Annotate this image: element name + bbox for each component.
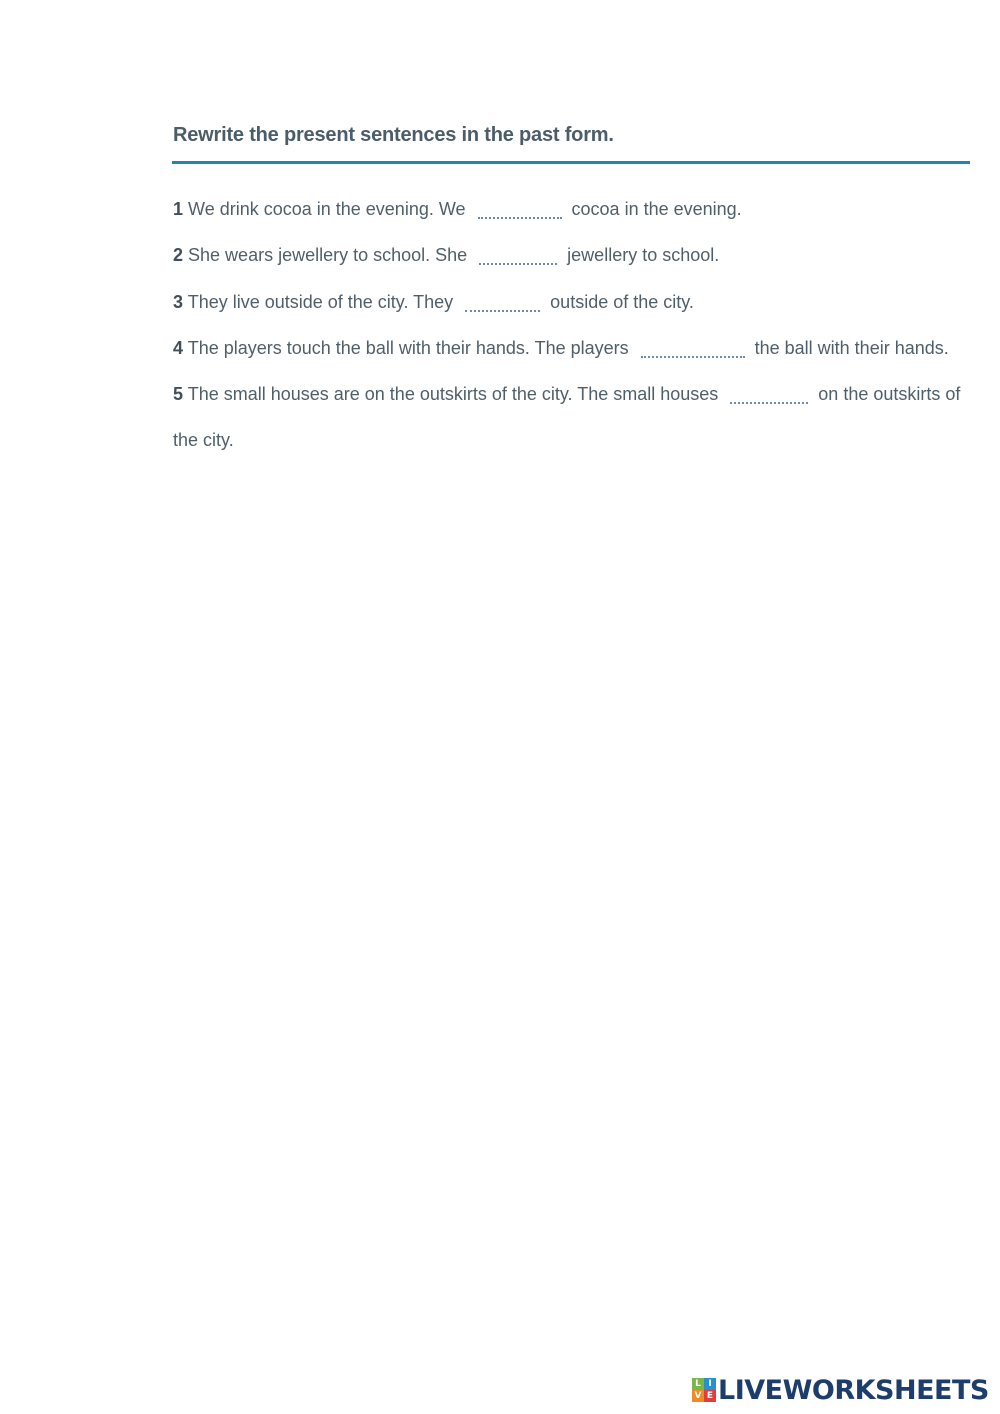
exercise-list <box>173 186 963 464</box>
worksheet-heading: Rewrite the present sentences in the past form. <box>173 124 614 146</box>
item-number: 1 <box>173 199 184 219</box>
answer-blank-4[interactable] <box>641 342 745 358</box>
sentence-before: They live outside of the city. They <box>187 291 454 312</box>
logo-mark-letter: E <box>704 1390 716 1402</box>
logo-mark-letter: I <box>704 1378 716 1390</box>
answer-blank-5[interactable] <box>730 388 808 404</box>
sentence-before: The players touch the ball with their hands. The players <box>187 337 629 358</box>
exercise-item-1 <box>173 186 963 232</box>
liveworksheets-logo <box>692 1374 989 1406</box>
exercise-item-4 <box>173 325 963 371</box>
sentence-after: jewellery to school. <box>567 245 720 266</box>
sentence-after: the ball with their hands. <box>754 337 949 358</box>
logo-mark-icon <box>692 1378 716 1402</box>
item-number: 2 <box>173 245 184 266</box>
logo-mark-letter: V <box>692 1390 704 1402</box>
exercise-item-2 <box>173 232 963 278</box>
exercise-item-3 <box>173 279 963 325</box>
heading-underline <box>172 161 970 164</box>
sentence-before: She wears jewellery to school. She <box>188 245 468 266</box>
answer-blank-2[interactable] <box>479 249 557 265</box>
logo-text: LIVEWORKSHEETS <box>718 1374 989 1406</box>
answer-blank-1[interactable] <box>478 203 562 219</box>
item-number: 5 <box>173 384 184 405</box>
sentence-after: cocoa in the evening. <box>571 199 742 219</box>
sentence-after: outside of the city. <box>550 291 694 312</box>
answer-blank-3[interactable] <box>465 296 540 312</box>
exercise-item-5 <box>173 371 963 464</box>
sentence-after: on the outskirts of the city. <box>173 384 961 451</box>
item-number: 3 <box>173 291 184 312</box>
item-number: 4 <box>173 337 184 358</box>
sentence-before: The small houses are on the outskirts of the city. The small houses <box>187 384 719 405</box>
sentence-before: We drink cocoa in the evening. We <box>188 199 466 219</box>
logo-mark-letter: L <box>692 1378 704 1390</box>
